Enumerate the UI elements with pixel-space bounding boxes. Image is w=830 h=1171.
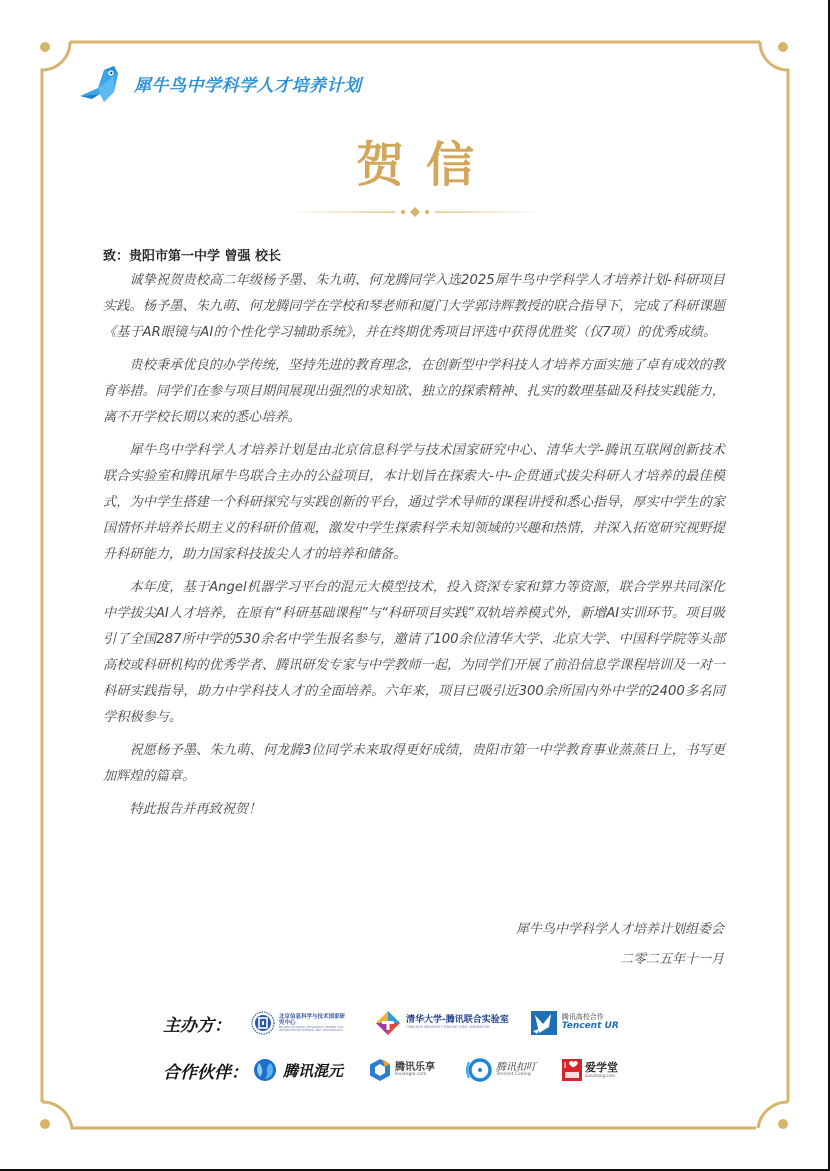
partners-label: 合作伙伴：: [163, 1062, 248, 1083]
sponsors-label: 主办方：: [163, 1015, 231, 1036]
letter-body: [103, 268, 725, 830]
corner-dot-bottom-left: [40, 1119, 50, 1129]
tencent-coding-icon: [465, 1057, 493, 1083]
tsinghua-tencent-lab-icon: [375, 1010, 401, 1036]
blue-bird-icon: [78, 62, 124, 104]
sponsor-name-cn: 清华大学-腾讯联合实验室: [406, 1015, 509, 1026]
svg-text:I: I: [564, 1061, 567, 1070]
corner-dot-bottom-right: [778, 1119, 788, 1129]
brand-name: 犀牛鸟中学科学人才培养计划: [134, 75, 362, 96]
paragraph-program-intro: 犀牛鸟中学科学人才培养计划是由北京信息科学与技术国家研究中心、清华大学-腾讯互联网创新技术联合实验室和腾讯犀牛鸟联合主办的公益项目，本计划旨在探索大-中-企贯通式拔尖科研人才培养的最佳模式，为中学生搭建一个科研探究与实践创新的平台，通过学术导师的课程讲授和悉心指导，厚实中学生的家国情怀并培养长期主义的科研价值观，激发中学生探索科学未知领域的兴趣和热情，并深入拓宽研究视野提升科研能力，助力国家科技拔尖人才的培养和储备。: [103, 443, 725, 562]
sponsor-name-en: TSINGHUA UNIVERSITY-TENCENT JOINT LABORATORY: [406, 1025, 490, 1030]
paragraph-closing: 特此报告并再致祝贺！: [129, 802, 262, 817]
sponsor-name-en: BEIJING NATIONAL RESEARCH CENTER FOR INFORMATION SCIENCE AND TECHNOLOGY: [279, 1024, 344, 1033]
sponsor-name-cn: 北京信息科学与技术国家研究中心: [279, 1013, 346, 1026]
aixuetang-icon: [562, 1059, 582, 1081]
sponsor-name-en: Tencent UR: [561, 1020, 619, 1031]
tencent-hunyuan-icon: [253, 1058, 277, 1082]
signature-date: 二零二五年十一月: [619, 952, 724, 967]
brand-header: [78, 62, 362, 104]
title-divider-ornament: [290, 205, 540, 219]
partner-name-en: lexiangla.com: [395, 1072, 427, 1078]
sponsor-name-cn: 腾讯高校合作: [561, 1013, 604, 1022]
partner-name-cn: 腾讯扣叮: [496, 1062, 537, 1074]
partner-name-cn: 爱学堂: [585, 1060, 619, 1074]
salutation: 致：贵阳市第一中学 曾强 校长: [103, 249, 282, 264]
partners-row: [163, 1057, 618, 1083]
sponsors-row: [163, 1010, 619, 1036]
partner-logo-hunyuan: [253, 1058, 343, 1082]
tencent-lexiang-icon: [369, 1058, 391, 1082]
tencent-ur-icon: [531, 1011, 557, 1035]
signature-organization: 犀牛鸟中学科学人才培养计划组委会: [515, 922, 724, 937]
sponsor-logo-bnrist: [251, 1011, 349, 1035]
sponsor-logo-tencent-ur: [531, 1011, 619, 1035]
letter-title: 贺信: [355, 137, 496, 193]
partner-name-cn: 腾讯混元: [283, 1061, 344, 1080]
sponsor-logo-tsinghua-tencent: [375, 1010, 509, 1036]
partner-logo-coding: [465, 1057, 536, 1083]
partner-name-en: aixuetang.com: [585, 1072, 615, 1078]
corner-dot-top-right: [778, 42, 788, 52]
bnrist-seal-icon: [251, 1011, 275, 1035]
corner-dot-top-left: [40, 42, 50, 52]
partner-name-en: Tencent Coding: [496, 1072, 531, 1078]
signature-block: [516, 915, 724, 975]
paragraph-wishes: 祝愿杨予墨、朱九萌、何龙腾3位同学未来取得更好成绩，贵阳市第一中学教育事业蒸蒸日上，书写更加辉煌的篇章。: [103, 743, 725, 784]
paragraph-congratulations: 诚挚祝贺贵校高二年级杨予墨、朱九萌、何龙腾同学入选2025犀牛鸟中学科学人才培养计划-科研项目实践。杨予墨、朱九萌、何龙腾同学在学校和琴老师和厦门大学郭诗辉教授的联合指导下，完成了科研课题《基于AR眼镜与AI的个性化学习辅助系统》，并在终期优秀项目评选中获得优胜奖（仅7项）的优秀成绩。: [103, 273, 725, 340]
partner-logo-aixuetang: [562, 1059, 618, 1081]
paragraph-this-year: 本年度，基于Angel机器学习平台的混元大模型技术，投入资深专家和算力等资源，联合学界共同深化中学拔尖AI人才培养，在原有“科研基础课程”与“科研项目实践”双轨培养模式外，新增AI实训环节。项目吸引了全国287所中学的530余名中学生报名参与，邀请了100余位清华大学、北京大学、中国科学院等头部高校或科研机构的优秀学者、腾讯研发专家与中学教师一起，为同学们开展了前沿信息学课程培训及一对一科研实践指导，助力中学科技人才的全面培养。六年来，项目已吸引近300余所国内外中学的2400多名同学积极参与。: [103, 580, 725, 725]
partner-logo-lexiang: [369, 1058, 435, 1082]
paragraph-school-praise: 贵校秉承优良的办学传统，坚持先进的教育理念，在创新型中学科技人才培养方面实施了卓有成效的教育举措。同学们在参与项目期间展现出强烈的求知欲、独立的探索精神、扎实的数理基础及科技实践能力，离不开学校长期以来的悉心培养。: [103, 358, 725, 425]
partner-name-cn: 腾讯乐享: [395, 1062, 436, 1074]
